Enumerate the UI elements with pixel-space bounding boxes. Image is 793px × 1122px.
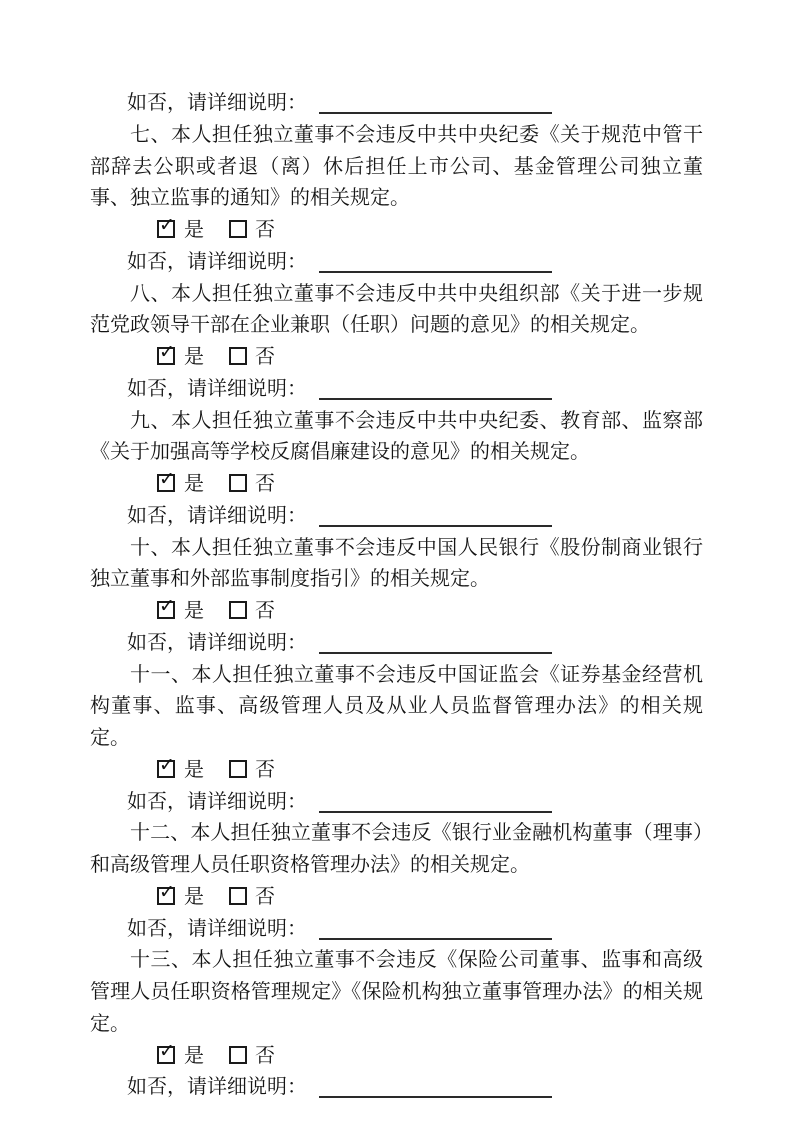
explain-blank-line[interactable] bbox=[319, 918, 552, 940]
no-label: 否 bbox=[255, 600, 275, 622]
explain-blank-line[interactable] bbox=[319, 632, 552, 654]
yes-checkbox[interactable] bbox=[157, 753, 175, 778]
no-label: 否 bbox=[255, 758, 275, 781]
no-checkbox[interactable] bbox=[229, 760, 247, 778]
clause-paragraph-8: 八、本人担任独立董事不会违反中共中央组织部《关于进一步规范党政领导干部在企业兼职（任职）问题的意见》的相关规定。 bbox=[90, 282, 703, 337]
yes-checkbox[interactable] bbox=[157, 468, 175, 492]
check-icon: ✓ bbox=[159, 880, 175, 903]
clause-paragraph-10: 十、本人担任独立董事不会违反中国人民银行《股份制商业银行独立董事和外部监事制度指引》的相关规定。 bbox=[90, 536, 703, 591]
no-checkbox[interactable] bbox=[229, 1046, 247, 1064]
explain-row bbox=[90, 1072, 703, 1104]
no-checkbox[interactable] bbox=[229, 887, 247, 905]
explain-row bbox=[90, 787, 703, 819]
clause-paragraph-7: 七、本人担任独立董事不会违反中共中央纪委《关于规范中管干部辞去公职或者退（离）休后担任上市公司、基金管理公司独立董事、独立监事的通知》的相关规定。 bbox=[90, 123, 703, 210]
clause-paragraph-9: 九、本人担任独立董事不会违反中共中央纪委、教育部、监察部《关于加强高等学校反腐倡廉建设的意见》的相关规定。 bbox=[90, 409, 703, 464]
yes-checkbox[interactable] bbox=[157, 341, 175, 365]
yes-label: 是 bbox=[184, 885, 204, 908]
explain-row bbox=[90, 247, 703, 279]
checkbox-row bbox=[90, 342, 703, 374]
checkbox-row bbox=[90, 755, 703, 787]
explain-row bbox=[90, 628, 703, 660]
check-icon: ✓ bbox=[159, 214, 175, 236]
explain-row bbox=[90, 88, 703, 120]
checkbox-row bbox=[90, 1041, 703, 1073]
yes-checkbox[interactable] bbox=[157, 880, 175, 905]
check-icon: ✓ bbox=[159, 468, 175, 490]
no-label: 否 bbox=[255, 885, 275, 908]
yes-checkbox[interactable] bbox=[157, 595, 175, 619]
check-icon: ✓ bbox=[159, 595, 175, 617]
yes-checkbox[interactable] bbox=[157, 1039, 175, 1064]
clause-paragraph-13: 十三、本人担任独立董事不会违反《保险公司董事、监事和高级管理人员任职资格管理规定》《保险机构独立董事管理办法》的相关规定。 bbox=[90, 949, 703, 1035]
no-checkbox[interactable] bbox=[229, 601, 247, 619]
explain-row bbox=[90, 501, 703, 533]
no-checkbox[interactable] bbox=[229, 347, 247, 365]
checkbox-row bbox=[90, 882, 703, 914]
check-icon: ✓ bbox=[159, 753, 175, 776]
explain-prompt: 如否，请详细说明： bbox=[127, 92, 307, 114]
checkbox-row bbox=[90, 215, 703, 247]
explain-blank-line[interactable] bbox=[319, 251, 552, 273]
explain-blank-line[interactable] bbox=[319, 92, 552, 114]
yes-label: 是 bbox=[184, 758, 204, 781]
no-checkbox[interactable] bbox=[229, 474, 247, 492]
clause-paragraph-11: 十一、本人担任独立董事不会违反中国证监会《证券基金经营机构董事、监事、高级管理人员及从业人员监督管理办法》的相关规定。 bbox=[90, 663, 703, 749]
explain-prompt: 如否，请详细说明： bbox=[127, 377, 307, 400]
explain-blank-line[interactable] bbox=[319, 378, 552, 400]
no-label: 否 bbox=[255, 1044, 275, 1067]
explain-prompt: 如否，请详细说明： bbox=[127, 504, 307, 527]
no-checkbox[interactable] bbox=[229, 220, 247, 238]
no-label: 否 bbox=[255, 219, 275, 241]
checkbox-row bbox=[90, 596, 703, 628]
explain-prompt: 如否，请详细说明： bbox=[127, 790, 307, 813]
yes-label: 是 bbox=[184, 219, 204, 241]
explain-prompt: 如否，请详细说明： bbox=[127, 250, 307, 273]
explain-blank-line[interactable] bbox=[319, 1076, 552, 1098]
explain-blank-line[interactable] bbox=[319, 791, 552, 813]
no-label: 否 bbox=[255, 346, 275, 368]
explain-row bbox=[90, 374, 703, 406]
check-icon: ✓ bbox=[159, 1039, 175, 1062]
yes-label: 是 bbox=[184, 1044, 204, 1067]
yes-checkbox[interactable] bbox=[157, 214, 175, 238]
explain-prompt: 如否，请详细说明： bbox=[127, 631, 307, 654]
check-icon: ✓ bbox=[159, 341, 175, 363]
no-label: 否 bbox=[255, 473, 275, 495]
yes-label: 是 bbox=[184, 346, 204, 368]
checkbox-row bbox=[90, 469, 703, 501]
explain-blank-line[interactable] bbox=[319, 505, 552, 527]
clause-paragraph-12: 十二、本人担任独立董事不会违反《银行业金融机构董事（理事）和高级管理人员任职资格管理办法》的相关规定。 bbox=[90, 822, 703, 876]
yes-label: 是 bbox=[184, 473, 204, 495]
explain-prompt: 如否，请详细说明： bbox=[127, 1076, 307, 1099]
explain-row bbox=[90, 914, 703, 946]
explain-prompt: 如否，请详细说明： bbox=[127, 917, 307, 940]
yes-label: 是 bbox=[184, 600, 204, 622]
